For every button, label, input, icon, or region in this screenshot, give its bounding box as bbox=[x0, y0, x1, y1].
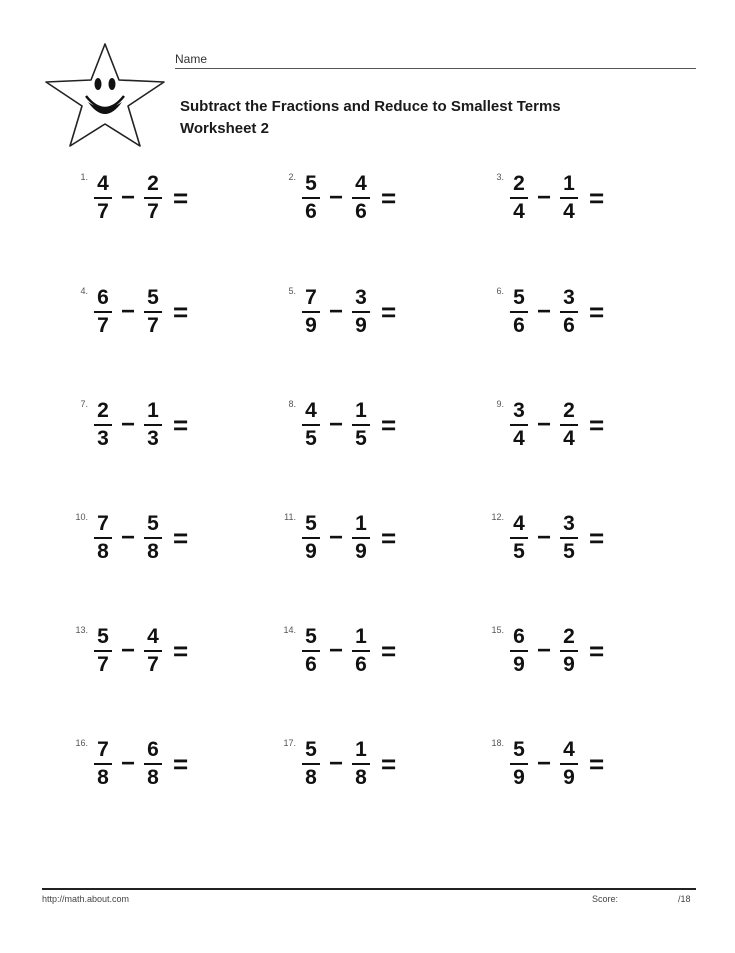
denominator: 6 bbox=[563, 314, 575, 337]
denominator: 9 bbox=[305, 314, 317, 337]
denominator: 9 bbox=[513, 653, 525, 676]
denominator: 3 bbox=[97, 427, 109, 450]
problem-number: 14. bbox=[283, 625, 296, 635]
minuend-fraction bbox=[302, 173, 320, 223]
denominator: 7 bbox=[97, 314, 109, 337]
footer-url: http://math.about.com bbox=[42, 894, 130, 904]
fraction-bar bbox=[144, 311, 162, 313]
fraction-bar bbox=[302, 763, 320, 765]
subtrahend-fraction bbox=[144, 400, 162, 450]
minuend-fraction bbox=[94, 400, 112, 450]
problem-6 bbox=[490, 282, 604, 342]
denominator: 8 bbox=[147, 540, 159, 563]
problem-15 bbox=[490, 621, 604, 681]
subtrahend-fraction bbox=[352, 287, 370, 337]
problem-17 bbox=[282, 734, 396, 794]
problem-number: 16. bbox=[75, 738, 88, 748]
name-label: Name bbox=[175, 52, 208, 66]
fraction-bar bbox=[510, 763, 528, 765]
fraction-bar bbox=[560, 763, 578, 765]
minuend-fraction bbox=[510, 513, 528, 563]
minuend-fraction bbox=[302, 626, 320, 676]
denominator: 8 bbox=[97, 540, 109, 563]
problem-14 bbox=[282, 621, 396, 681]
equals-sign: = bbox=[381, 749, 397, 779]
minuend-fraction bbox=[94, 626, 112, 676]
problem-number: 3. bbox=[496, 172, 504, 182]
footer-divider bbox=[42, 888, 696, 890]
minuend-fraction bbox=[302, 287, 320, 337]
problem-10 bbox=[74, 508, 188, 568]
fraction-bar bbox=[352, 311, 370, 313]
denominator: 9 bbox=[513, 766, 525, 789]
numerator: 1 bbox=[355, 512, 367, 535]
numerator: 3 bbox=[355, 286, 367, 309]
denominator: 6 bbox=[513, 314, 525, 337]
denominator: 8 bbox=[305, 766, 317, 789]
numerator: 5 bbox=[305, 625, 317, 648]
problem-number: 2. bbox=[288, 172, 296, 182]
denominator: 7 bbox=[97, 200, 109, 223]
fraction-bar bbox=[560, 650, 578, 652]
denominator: 5 bbox=[305, 427, 317, 450]
equals-sign: = bbox=[589, 636, 605, 666]
problem-number: 13. bbox=[75, 625, 88, 635]
fraction-bar bbox=[560, 537, 578, 539]
fraction-bar bbox=[144, 197, 162, 199]
subtrahend-fraction bbox=[352, 513, 370, 563]
denominator: 7 bbox=[97, 653, 109, 676]
numerator: 5 bbox=[305, 512, 317, 535]
numerator: 3 bbox=[513, 399, 525, 422]
problem-2 bbox=[282, 168, 396, 228]
fraction-bar bbox=[94, 311, 112, 313]
fraction-bar bbox=[510, 650, 528, 652]
denominator: 9 bbox=[563, 766, 575, 789]
minus-sign: − bbox=[121, 750, 136, 777]
fraction-bar bbox=[510, 424, 528, 426]
numerator: 1 bbox=[147, 399, 159, 422]
fraction-bar bbox=[94, 650, 112, 652]
equals-sign: = bbox=[589, 523, 605, 553]
denominator: 6 bbox=[305, 653, 317, 676]
numerator: 1 bbox=[355, 399, 367, 422]
equals-sign: = bbox=[173, 749, 189, 779]
denominator: 5 bbox=[513, 540, 525, 563]
minuend-fraction bbox=[94, 739, 112, 789]
subtrahend-fraction bbox=[352, 400, 370, 450]
denominator: 9 bbox=[563, 653, 575, 676]
numerator: 5 bbox=[147, 512, 159, 535]
denominator: 4 bbox=[513, 200, 525, 223]
problem-number: 17. bbox=[283, 738, 296, 748]
numerator: 4 bbox=[563, 738, 575, 761]
equals-sign: = bbox=[381, 636, 397, 666]
minuend-fraction bbox=[510, 626, 528, 676]
numerator: 5 bbox=[97, 625, 109, 648]
score-label: Score: bbox=[592, 894, 619, 904]
numerator: 4 bbox=[147, 625, 159, 648]
numerator: 5 bbox=[305, 738, 317, 761]
fraction-bar bbox=[144, 650, 162, 652]
numerator: 1 bbox=[355, 738, 367, 761]
subtrahend-fraction bbox=[560, 739, 578, 789]
minus-sign: − bbox=[329, 184, 344, 211]
minuend-fraction bbox=[94, 513, 112, 563]
denominator: 5 bbox=[355, 427, 367, 450]
problem-13 bbox=[74, 621, 188, 681]
denominator: 3 bbox=[147, 427, 159, 450]
subtrahend-fraction bbox=[352, 173, 370, 223]
denominator: 4 bbox=[563, 427, 575, 450]
numerator: 5 bbox=[305, 172, 317, 195]
denominator: 4 bbox=[563, 200, 575, 223]
fraction-bar bbox=[560, 424, 578, 426]
minuend-fraction bbox=[302, 513, 320, 563]
equals-sign: = bbox=[589, 297, 605, 327]
equals-sign: = bbox=[381, 410, 397, 440]
numerator: 6 bbox=[513, 625, 525, 648]
problem-number: 4. bbox=[80, 286, 88, 296]
fraction-bar bbox=[510, 197, 528, 199]
subtrahend-fraction bbox=[352, 739, 370, 789]
subtrahend-fraction bbox=[560, 400, 578, 450]
subtrahend-fraction bbox=[560, 287, 578, 337]
denominator: 9 bbox=[355, 314, 367, 337]
denominator: 6 bbox=[305, 200, 317, 223]
problem-number: 12. bbox=[491, 512, 504, 522]
minus-sign: − bbox=[329, 524, 344, 551]
subtrahend-fraction bbox=[560, 513, 578, 563]
denominator: 6 bbox=[355, 653, 367, 676]
fraction-bar bbox=[144, 537, 162, 539]
numerator: 7 bbox=[305, 286, 317, 309]
problem-number: 8. bbox=[288, 399, 296, 409]
minuend-fraction bbox=[510, 739, 528, 789]
equals-sign: = bbox=[381, 523, 397, 553]
denominator: 7 bbox=[147, 200, 159, 223]
denominator: 9 bbox=[305, 540, 317, 563]
minus-sign: − bbox=[537, 524, 552, 551]
equals-sign: = bbox=[589, 410, 605, 440]
denominator: 7 bbox=[147, 314, 159, 337]
fraction-bar bbox=[352, 650, 370, 652]
problem-5 bbox=[282, 282, 396, 342]
problem-18 bbox=[490, 734, 604, 794]
numerator: 4 bbox=[305, 399, 317, 422]
numerator: 1 bbox=[563, 172, 575, 195]
minus-sign: − bbox=[121, 298, 136, 325]
denominator: 6 bbox=[355, 200, 367, 223]
fraction-bar bbox=[510, 311, 528, 313]
equals-sign: = bbox=[173, 410, 189, 440]
fraction-bar bbox=[352, 537, 370, 539]
minus-sign: − bbox=[329, 750, 344, 777]
equals-sign: = bbox=[381, 297, 397, 327]
score-total: /18 bbox=[678, 894, 691, 904]
fraction-bar bbox=[302, 650, 320, 652]
fraction-bar bbox=[510, 537, 528, 539]
minus-sign: − bbox=[329, 411, 344, 438]
minuend-fraction bbox=[510, 400, 528, 450]
numerator: 4 bbox=[97, 172, 109, 195]
fraction-bar bbox=[352, 424, 370, 426]
numerator: 2 bbox=[563, 399, 575, 422]
subtrahend-fraction bbox=[560, 173, 578, 223]
numerator: 7 bbox=[97, 738, 109, 761]
numerator: 2 bbox=[147, 172, 159, 195]
minuend-fraction bbox=[302, 400, 320, 450]
numerator: 3 bbox=[563, 512, 575, 535]
denominator: 8 bbox=[355, 766, 367, 789]
subtrahend-fraction bbox=[144, 739, 162, 789]
minuend-fraction bbox=[510, 173, 528, 223]
denominator: 8 bbox=[147, 766, 159, 789]
title-line-1: Subtract the Fractions and Reduce to Smallest Terms bbox=[180, 98, 561, 115]
problem-number: 1. bbox=[80, 172, 88, 182]
numerator: 2 bbox=[513, 172, 525, 195]
subtrahend-fraction bbox=[352, 626, 370, 676]
fraction-bar bbox=[352, 763, 370, 765]
minuend-fraction bbox=[94, 173, 112, 223]
denominator: 9 bbox=[355, 540, 367, 563]
numerator: 2 bbox=[97, 399, 109, 422]
equals-sign: = bbox=[589, 749, 605, 779]
numerator: 5 bbox=[147, 286, 159, 309]
problem-number: 6. bbox=[496, 286, 504, 296]
minus-sign: − bbox=[537, 184, 552, 211]
denominator: 4 bbox=[513, 427, 525, 450]
subtrahend-fraction bbox=[144, 626, 162, 676]
fraction-bar bbox=[144, 763, 162, 765]
fraction-bar bbox=[94, 763, 112, 765]
problem-number: 10. bbox=[75, 512, 88, 522]
fraction-bar bbox=[302, 311, 320, 313]
equals-sign: = bbox=[589, 183, 605, 213]
minus-sign: − bbox=[537, 411, 552, 438]
fraction-bar bbox=[560, 197, 578, 199]
problem-1 bbox=[74, 168, 188, 228]
problem-number: 7. bbox=[80, 399, 88, 409]
problem-number: 18. bbox=[491, 738, 504, 748]
denominator: 5 bbox=[563, 540, 575, 563]
minuend-fraction bbox=[302, 739, 320, 789]
problem-11 bbox=[282, 508, 396, 568]
minus-sign: − bbox=[121, 524, 136, 551]
minuend-fraction bbox=[94, 287, 112, 337]
minus-sign: − bbox=[537, 750, 552, 777]
problem-3 bbox=[490, 168, 604, 228]
problem-12 bbox=[490, 508, 604, 568]
problem-number: 15. bbox=[491, 625, 504, 635]
numerator: 7 bbox=[97, 512, 109, 535]
problem-number: 11. bbox=[284, 512, 296, 522]
denominator: 8 bbox=[97, 766, 109, 789]
minus-sign: − bbox=[329, 637, 344, 664]
minus-sign: − bbox=[537, 637, 552, 664]
numerator: 1 bbox=[355, 625, 367, 648]
subtrahend-fraction bbox=[144, 513, 162, 563]
fraction-bar bbox=[560, 311, 578, 313]
problem-9 bbox=[490, 395, 604, 455]
title-line-2: Worksheet 2 bbox=[180, 120, 269, 137]
fraction-bar bbox=[302, 537, 320, 539]
equals-sign: = bbox=[173, 523, 189, 553]
minuend-fraction bbox=[510, 287, 528, 337]
minus-sign: − bbox=[121, 184, 136, 211]
subtrahend-fraction bbox=[144, 287, 162, 337]
fraction-bar bbox=[352, 197, 370, 199]
minus-sign: − bbox=[121, 411, 136, 438]
problem-8 bbox=[282, 395, 396, 455]
numerator: 4 bbox=[355, 172, 367, 195]
equals-sign: = bbox=[173, 297, 189, 327]
numerator: 5 bbox=[513, 738, 525, 761]
numerator: 6 bbox=[147, 738, 159, 761]
problem-number: 9. bbox=[496, 399, 504, 409]
fraction-bar bbox=[94, 424, 112, 426]
subtrahend-fraction bbox=[560, 626, 578, 676]
minus-sign: − bbox=[329, 298, 344, 325]
fraction-bar bbox=[144, 424, 162, 426]
numerator: 2 bbox=[563, 625, 575, 648]
fraction-bar bbox=[302, 197, 320, 199]
problem-4 bbox=[74, 282, 188, 342]
fraction-bar bbox=[94, 537, 112, 539]
fraction-bar bbox=[94, 197, 112, 199]
numerator: 5 bbox=[513, 286, 525, 309]
equals-sign: = bbox=[173, 183, 189, 213]
equals-sign: = bbox=[173, 636, 189, 666]
equals-sign: = bbox=[381, 183, 397, 213]
subtrahend-fraction bbox=[144, 173, 162, 223]
fraction-bar bbox=[302, 424, 320, 426]
problem-number: 5. bbox=[288, 286, 296, 296]
numerator: 6 bbox=[97, 286, 109, 309]
numerator: 3 bbox=[563, 286, 575, 309]
minus-sign: − bbox=[537, 298, 552, 325]
problem-7 bbox=[74, 395, 188, 455]
problem-16 bbox=[74, 734, 188, 794]
denominator: 7 bbox=[147, 653, 159, 676]
numerator: 4 bbox=[513, 512, 525, 535]
minus-sign: − bbox=[121, 637, 136, 664]
